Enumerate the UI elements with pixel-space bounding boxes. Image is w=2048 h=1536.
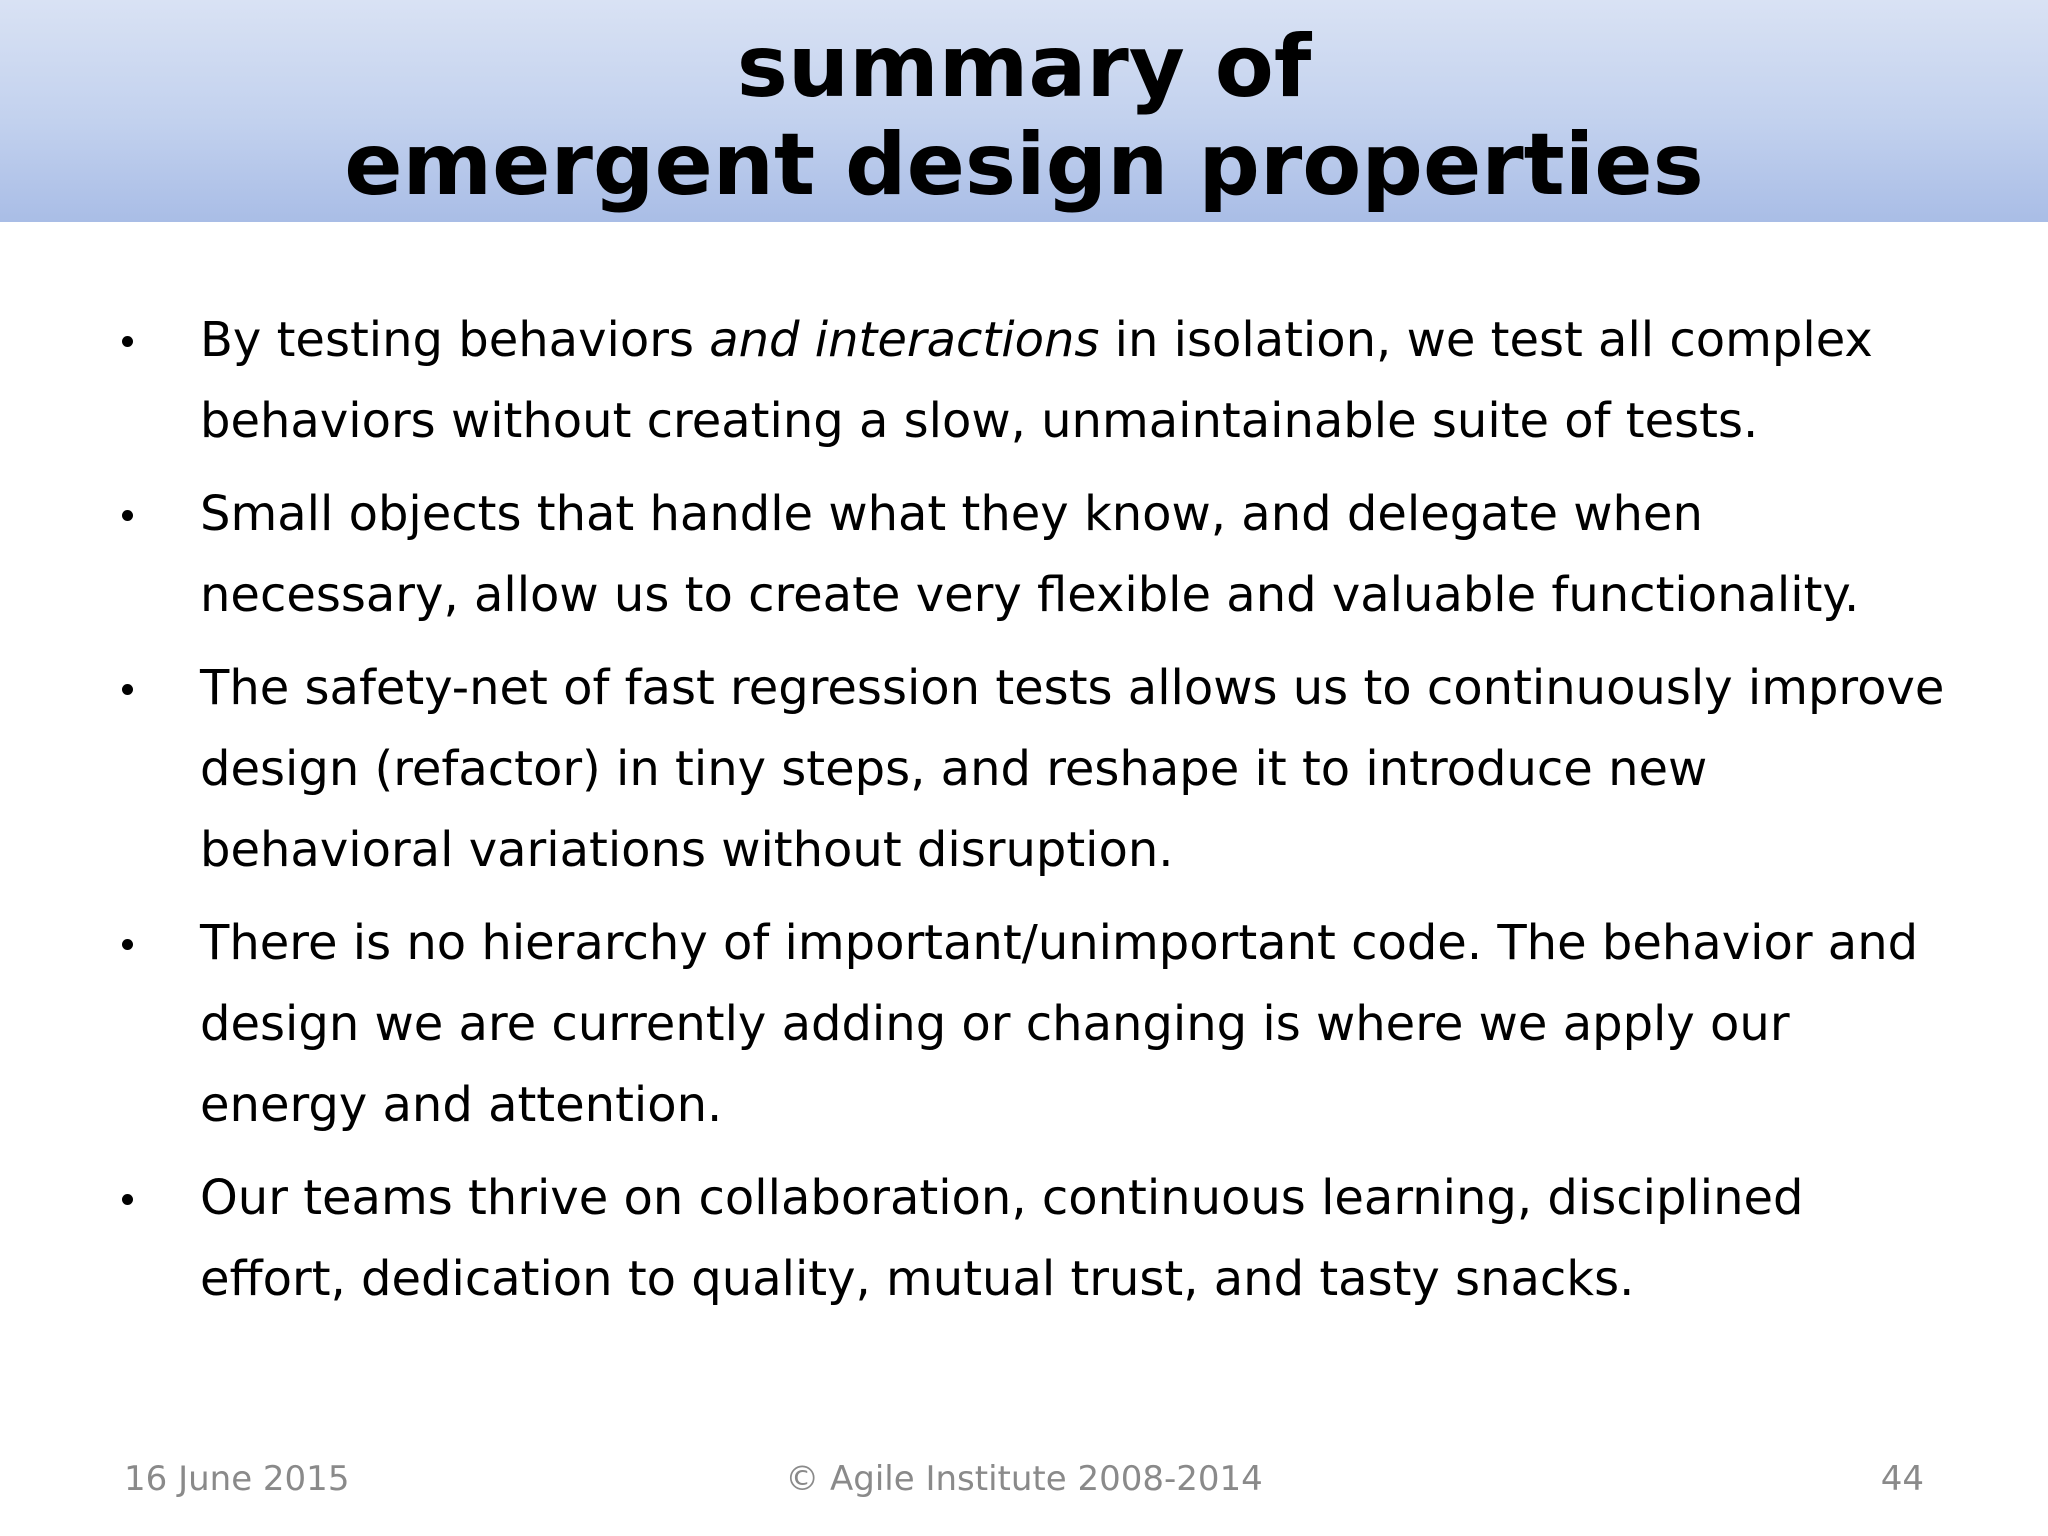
footer-date: 16 June 2015 xyxy=(124,1459,350,1499)
bullet-item-5 xyxy=(0,1158,2048,1320)
slide-title-line-2: emergent design properties xyxy=(344,115,1704,215)
bullet-text-2: Small objects that handle what they know, and delegate when necessary, allow us to create very flexible and valuable functionality. xyxy=(200,486,1860,623)
bullet-dot-icon xyxy=(122,1194,133,1205)
bullet-item-2 xyxy=(0,474,2048,636)
bullet-text-1-emphasis: and interactions xyxy=(709,312,1100,368)
bullet-item-1 xyxy=(0,300,2048,462)
slide-title-line-1: summary of xyxy=(736,17,1312,117)
bullet-text-5: Our teams thrive on collaboration, continuous learning, disciplined effort, dedication to quality, mutual trust, and tasty snacks. xyxy=(200,1170,1804,1307)
title-band xyxy=(0,0,2048,222)
bullet-text-3: The safety-net of fast regression tests allows us to continuously improve design (refactor) in tiny steps, and reshape it to introduce new behavioral variations without disruption. xyxy=(200,660,1945,878)
bullet-dot-icon xyxy=(122,684,133,695)
bullet-item-4 xyxy=(0,903,2048,1146)
bullet-item-3 xyxy=(0,648,2048,891)
footer-page-number: 44 xyxy=(1880,1459,1924,1499)
bullet-text-1 xyxy=(200,300,1960,462)
bullet-dot-icon xyxy=(122,939,133,950)
bullet-text-1-after: in isolation, we test all complex behaviors without creating a slow, unmaintainable suite of tests. xyxy=(200,312,1873,449)
footer-copyright: © Agile Institute 2008-2014 xyxy=(785,1459,1263,1499)
bullet-list xyxy=(0,300,2048,1332)
bullet-text-1-before: By testing behaviors xyxy=(200,312,710,368)
bullet-dot-icon xyxy=(122,510,133,521)
slide-title xyxy=(0,18,2048,214)
bullet-text-4: There is no hierarchy of important/unimportant code. The behavior and design we are currently adding or changing is where we apply our energy and attention. xyxy=(200,915,1919,1133)
bullet-dot-icon xyxy=(122,336,133,347)
